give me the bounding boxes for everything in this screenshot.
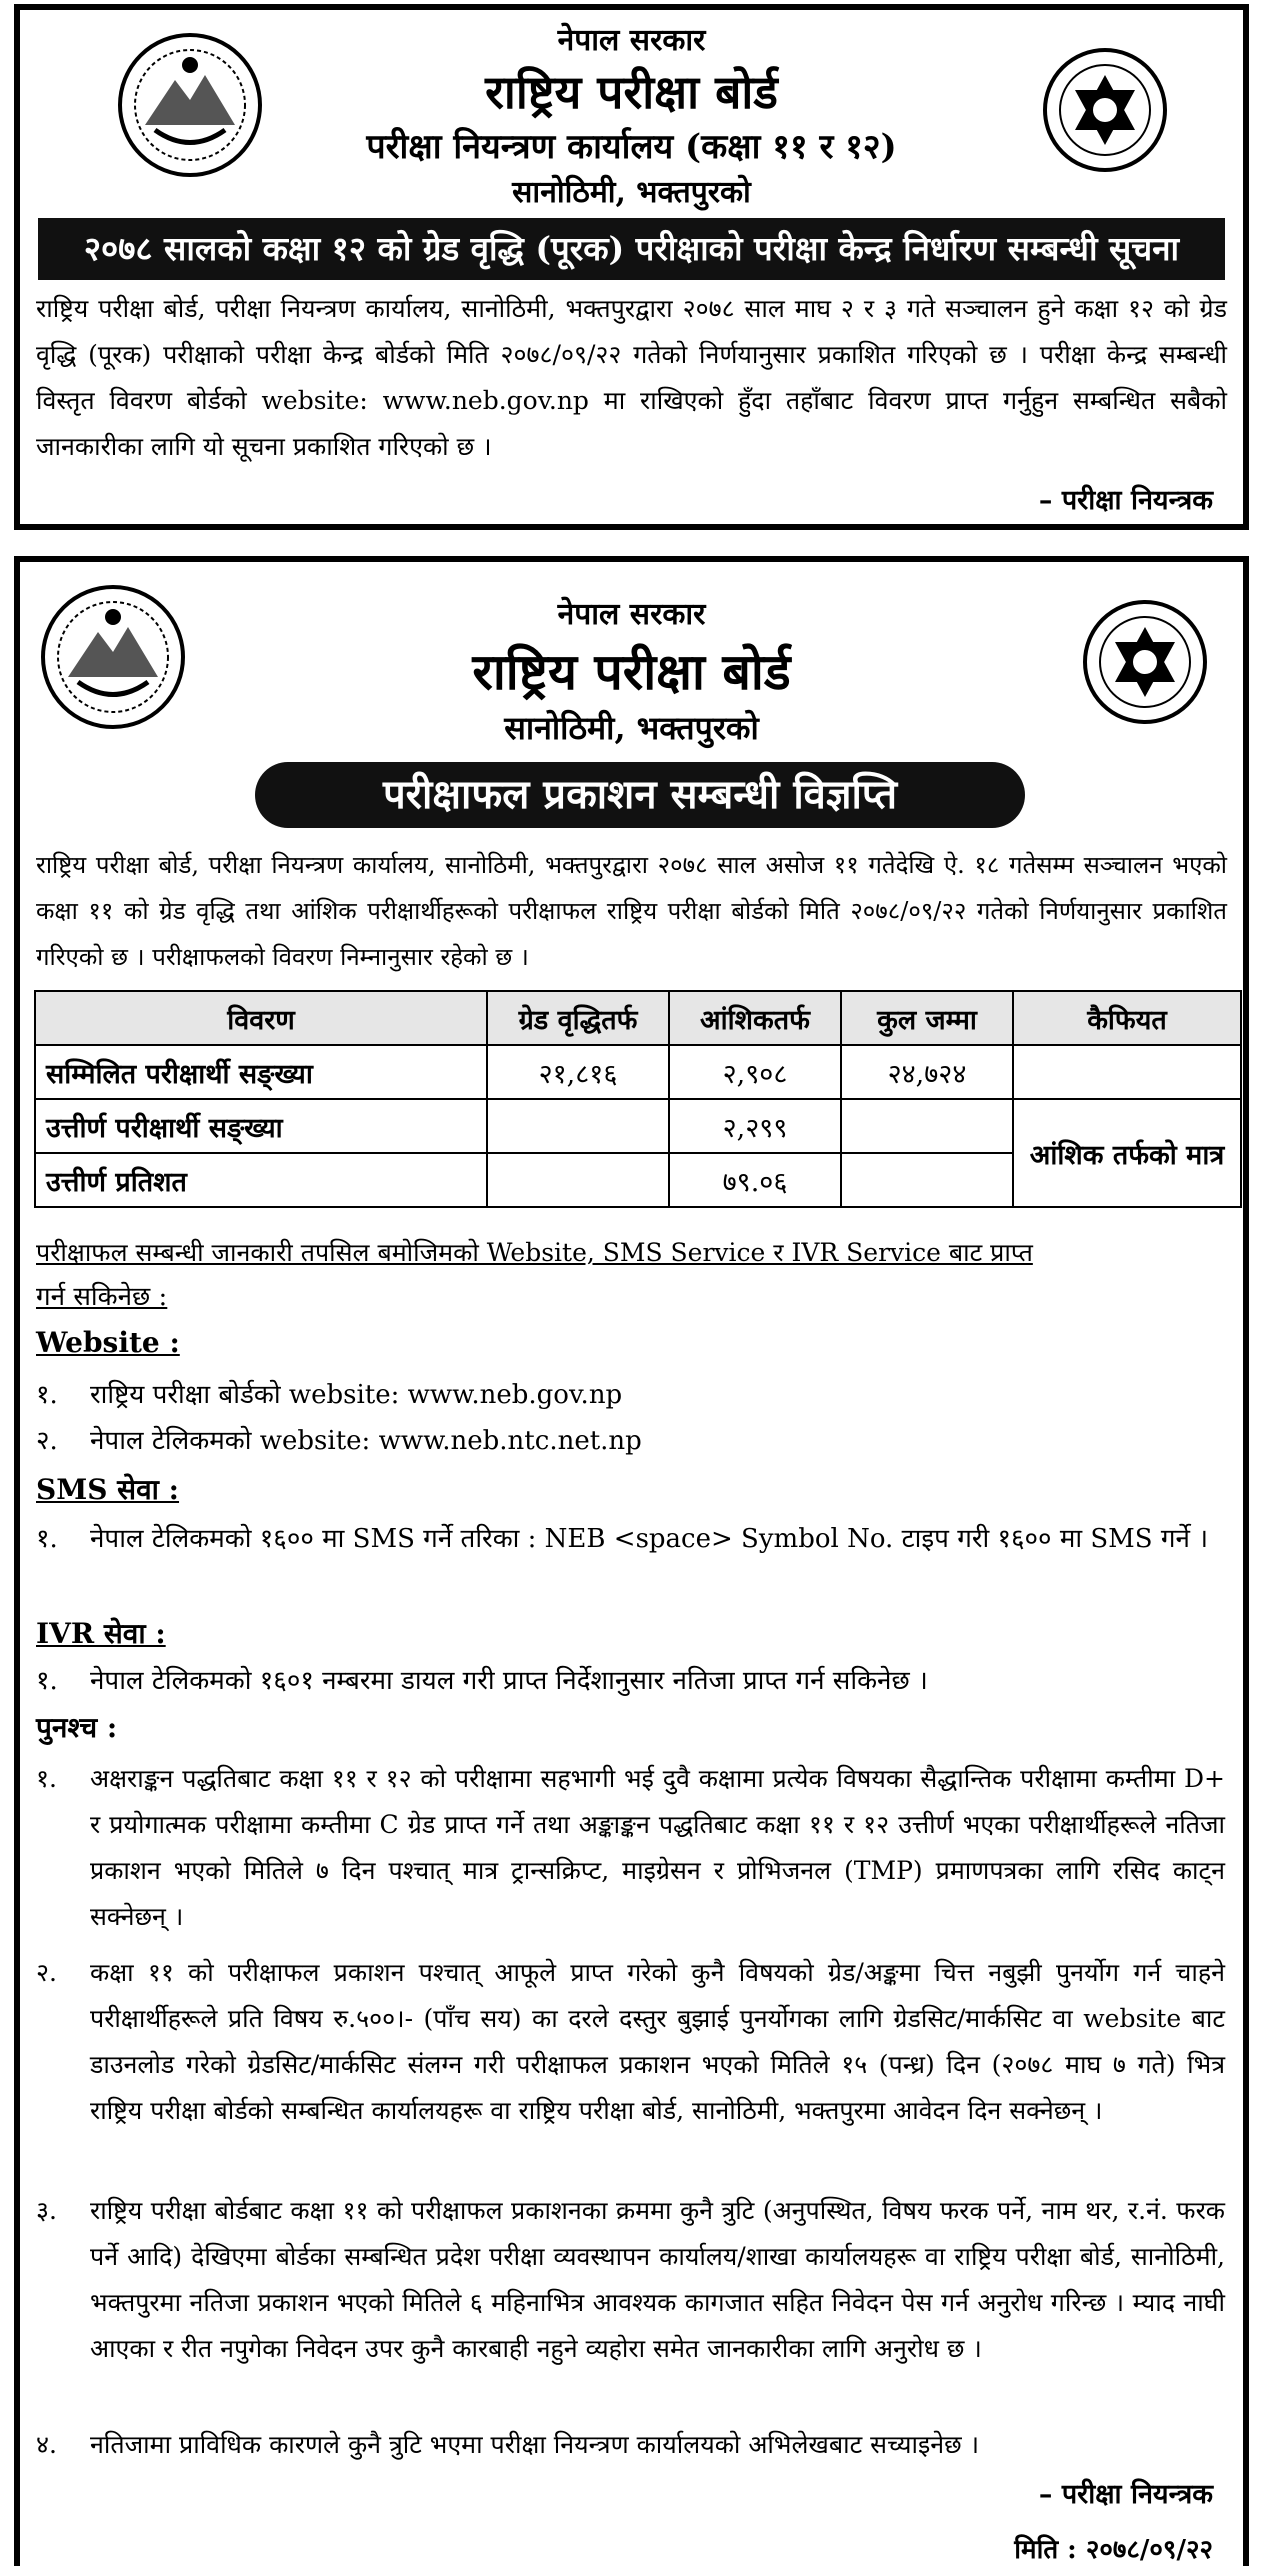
website-heading: Website : [36, 1326, 180, 1359]
board-name: राष्ट्रिय परीक्षा बोर्ड [472, 642, 791, 701]
info-line: गर्न सकिनेछ : [36, 1282, 168, 1312]
office-name: परीक्षा नियन्त्रण कार्यालय (कक्षा ११ र १२) [366, 127, 897, 167]
table-cell [1013, 1045, 1241, 1099]
signature: – परीक्षा नियन्त्रक [1038, 485, 1213, 516]
list-item: २. कक्षा ११ को परीक्षाफल प्रकाशन पश्चात् आफूले प्राप्त गरेको कुनै विषयको ग्रेड/अङ्कमा चित्त नबुझी पुनर्योग गर्न चाहने परीक्षार्थीहरूले प्रति विषय रु.५००।- (पाँच सय) का दरले दस्तुर बुझाई पुनर्योगका लागि ग्रेडसिट/मार्कसिट वा website बाट डाउनलोड गरेको ग्रेडसिट/मार्कसिट संलग्न गरी परीक्षाफल प्रकाशन भएको मितिले १५ (पन्ध्र) दिन (२०७८ माघ ७ गते) भित्र राष्ट्रिय परीक्षा बोर्डको सम्बन्धित कार्यालयहरू वा राष्ट्रिय परीक्षा बोर्ड, सानोठिमी, भक्तपुरमा आवेदन दिन सक्नेछन् । [36, 1958, 1225, 2125]
office-address: सानोठिमी, भक्तपुरको [512, 175, 751, 210]
column-header: ग्रेड वृद्धितर्फ [487, 991, 669, 1045]
notice-body: राष्ट्रिय परीक्षा बोर्ड, परीक्षा नियन्त्रण कार्यालय, सानोठिमी, भक्तपुरद्वारा २०७८ साल माघ २ र ३ गते सञ्चालन हुने कक्षा १२ को ग्रेड वृद्धि (पूरक) परीक्षाको परीक्षा केन्द्र बोर्डको मिति २०७८/०९/२२ गतेको निर्णयानुसार प्रकाशित गरिएको छ । परीक्षा केन्द्र सम्बन्धी विस्तृत विवरण बोर्डको website: www.neb.gov.np मा राखिएको हुँदा तहाँबाट विवरण प्राप्त गर्नुहुन सम्बन्धित सबैको जानकारीका लागि यो सूचना प्रकाशित गरिएको छ । [36, 294, 1227, 461]
column-header: आंशिकतर्फ [669, 991, 841, 1045]
notice-title: परीक्षाफल प्रकाशन सम्बन्धी विज्ञप्ति [255, 762, 1025, 828]
office-address: सानोठिमी, भक्तपुरको [504, 709, 759, 747]
table-cell [841, 1153, 1013, 1207]
table-cell [841, 1099, 1013, 1153]
ps-heading: पुनश्च : [36, 1711, 118, 1744]
row-label: उत्तीर्ण परीक्षार्थी सङ्ख्या [35, 1099, 487, 1153]
exam-centre-notice [14, 4, 1249, 530]
row-label: उत्तीर्ण प्रतिशत [35, 1153, 487, 1207]
notice-banner: २०७८ सालको कक्षा १२ को ग्रेड वृद्धि (पूरक) परीक्षाको परीक्षा केन्द्र निर्धारण सम्बन्धी सूचना [38, 218, 1225, 280]
table-cell: ७९.०६ [669, 1153, 841, 1207]
row-label: सम्मिलित परीक्षार्थी सङ्ख्या [35, 1045, 487, 1099]
ivr-heading: IVR सेवा : [36, 1617, 166, 1650]
result-publication-notice [14, 556, 1249, 2566]
table-cell: २१,८१६ [487, 1045, 669, 1099]
sms-heading: SMS सेवा : [36, 1473, 180, 1506]
gov-name: नेपाल सरकार [557, 597, 706, 632]
list-item: २. नेपाल टेलिकमको website: www.neb.ntc.net.np [36, 1426, 642, 1456]
table-cell [487, 1153, 669, 1207]
table-row [35, 1099, 1241, 1153]
table-cell [487, 1099, 669, 1153]
column-header: विवरण [35, 991, 487, 1045]
table-header-row [35, 991, 1241, 1045]
remark-cell: आंशिक तर्फको मात्र [1013, 1099, 1241, 1207]
table-cell: २,२९९ [669, 1099, 841, 1153]
column-header: कैफियत [1013, 991, 1241, 1045]
list-item: १. नेपाल टेलिकमको १६०१ नम्बरमा डायल गरी प्राप्त निर्देशानुसार नतिजा प्राप्त गर्न सकिनेछ । [36, 1666, 928, 1696]
list-item: १. राष्ट्रिय परीक्षा बोर्डको website: www.neb.gov.np [36, 1380, 623, 1410]
list-item: ४. नतिजामा प्राविधिक कारणले कुनै त्रुटि भएमा परीक्षा नियन्त्रण कार्यालयको अभिलेखबाट सच्याइनेछ । [36, 2430, 980, 2459]
column-header: कुल जम्मा [841, 991, 1013, 1045]
list-item: ३. राष्ट्रिय परीक्षा बोर्डबाट कक्षा ११ को परीक्षाफल प्रकाशनका क्रममा कुनै त्रुटि (अनुपस्थित, विषय फरक पर्ने, नाम थर, र.नं. फरक पर्ने आदि) देखिएमा बोर्डका सम्बन्धित प्रदेश परीक्षा व्यवस्थापन कार्यालय/शाखा कार्यालयहरू वा राष्ट्रिय परीक्षा बोर्ड, सानोठिमी, भक्तपुरमा नतिजा प्रकाशन भएको मितिले ६ महिनाभित्र आवश्यक कागजात सहित निवेदन पेस गर्न अनुरोध गरिन्छ । म्याद नाघी आएका र रीत नपुगेका निवेदन उपर कुनै कारबाही नहुने व्यहोरा समेत जानकारीका लागि अनुरोध छ । [36, 2196, 1225, 2363]
table-cell: २४,७२४ [841, 1045, 1013, 1099]
intro-text: राष्ट्रिय परीक्षा बोर्ड, परीक्षा नियन्त्रण कार्यालय, सानोठिमी, भक्तपुरद्वारा २०७८ साल असोज ११ गतेदेखि ऐ. १८ गतेसम्म सञ्चालन भएको कक्षा ११ को ग्रेड वृद्धि तथा आंशिक परीक्षार्थीहरूको परीक्षाफल राष्ट्रिय परीक्षा बोर्डको मिति २०७८/०९/२२ गतेको निर्णयानुसार प्रकाशित गरिएको छ । परीक्षाफलको विवरण निम्नानुसार रहेको छ । [36, 851, 1227, 971]
list-item: १. नेपाल टेलिकमको १६०० मा SMS गर्ने तरिका : NEB <space> Symbol No. टाइप गरी १६०० मा SMS गर्ने । [36, 1524, 1209, 1554]
list-item: १. अक्षराङ्कन पद्धतिबाट कक्षा ११ र १२ को परीक्षामा सहभागी भई दुवै कक्षामा प्रत्येक विषयका सैद्धान्तिक परीक्षामा कम्तीमा D+ र प्रयोगात्मक परीक्षामा कम्तीमा C ग्रेड प्राप्त गर्ने तथा अङ्काङ्कन पद्धतिबाट कक्षा ११ र १२ उत्तीर्ण भएका परीक्षार्थीहरूले नतिजा प्रकाशन भएको मितिले ७ दिन पश्चात् मात्र ट्रान्सक्रिप्ट, माइग्रेसन र प्रोभिजनल (TMP) प्रमाणपत्रका लागि रसिद काट्न सक्नेछन् । [36, 1764, 1225, 1931]
table-cell: २,९०८ [669, 1045, 841, 1099]
board-name: राष्ट्रिय परीक्षा बोर्ड [485, 65, 778, 119]
table-row [35, 1045, 1241, 1099]
signature: – परीक्षा नियन्त्रक [1038, 2479, 1213, 2510]
gov-name: नेपाल सरकार [557, 23, 706, 58]
results-table [34, 990, 1242, 1208]
info-line: परीक्षाफल सम्बन्धी जानकारी तपसिल बमोजिमको Website, SMS Service र IVR Service बाट प्राप्त [36, 1238, 1033, 1267]
date-footer: मिति : २०७८/०९/२२ [1014, 2535, 1213, 2565]
